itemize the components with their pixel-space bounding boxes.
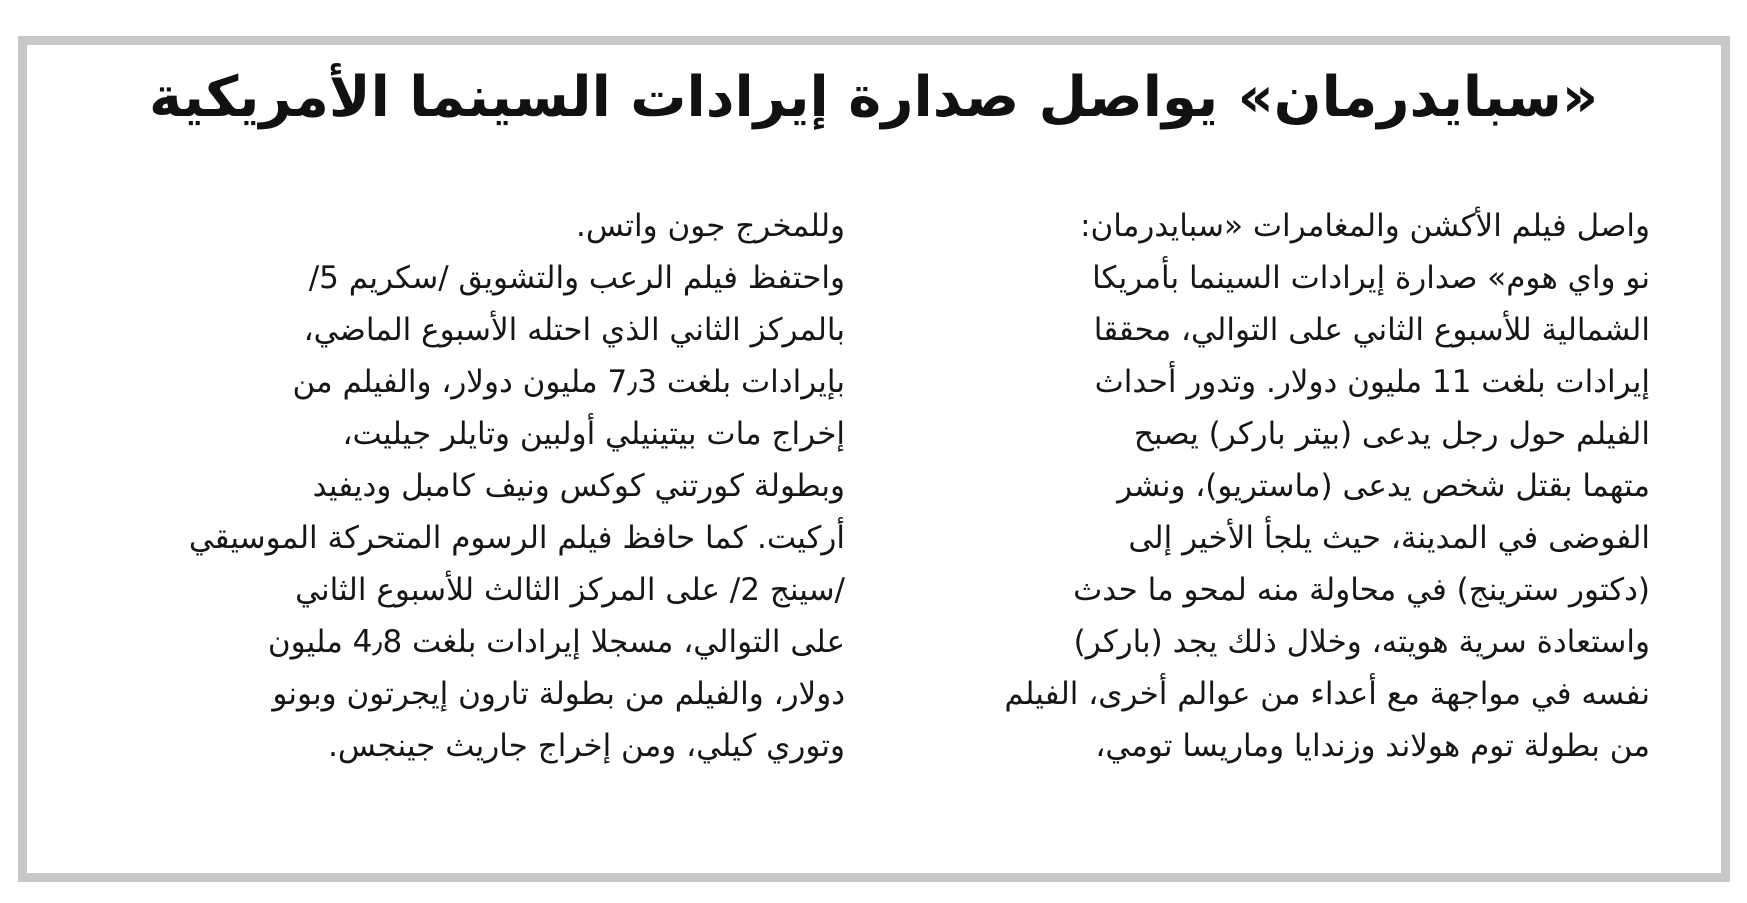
text-line: دولار، والفيلم من بطولة تارون إيجرتون وبونو xyxy=(272,676,845,712)
text-line: الفوضى في المدينة، حيث يلجأ الأخير إلى xyxy=(1128,520,1650,556)
text-line: على التوالي، مسجلا إيرادات بلغت 4٫8 مليون xyxy=(267,624,845,660)
text-line: واستعادة سرية هويته، وخلال ذلك يجد (باركر) xyxy=(1073,624,1650,660)
text-line: الشمالية للأسبوع الثاني على التوالي، محققا xyxy=(1093,312,1650,348)
text-line: /سينج 2/ على المركز الثالث للأسبوع الثاني xyxy=(295,572,845,608)
text-line: بالمركز الثاني الذي احتله الأسبوع الماضي، xyxy=(303,312,845,348)
text-line: الفيلم حول رجل يدعى (بيتر باركر) يصبح xyxy=(1133,416,1650,452)
article-column-right xyxy=(900,200,1650,772)
text-line: واصل فيلم الأكشن والمغامرات «سبايدرمان: xyxy=(1080,208,1650,244)
text-line: واحتفظ فيلم الرعب والتشويق /سكريم 5/ xyxy=(308,260,845,296)
text-line: إيرادات بلغت 11 مليون دولار. وتدور أحداث xyxy=(1094,364,1650,400)
article-headline: «سبايدرمان» يواصل صدارة إيرادات السينما الأمريكية xyxy=(148,65,1599,130)
text-line: متهما بقتل شخص يدعى (ماستريو)، ونشر xyxy=(1117,468,1650,504)
text-line: إخراج مات بيتينيلي أولبين وتايلر جيليت، xyxy=(342,416,845,452)
text-line: (دكتور سترينج) في محاولة منه لمحو ما حدث xyxy=(1073,572,1650,608)
text-line: نو واي هوم» صدارة إيرادات السينما بأمريكا xyxy=(1092,260,1650,296)
article-column-left xyxy=(85,200,845,772)
text-line: وبطولة كورتني كوكس ونيف كامبل وديفيد xyxy=(312,468,845,504)
text-line: من بطولة توم هولاند وزندايا وماريسا تومي، xyxy=(1095,728,1650,764)
text-line: بإيرادات بلغت 7٫3 مليون دولار، والفيلم من xyxy=(292,364,845,400)
text-line: نفسه في مواجهة مع أعداء من عوالم أخرى، الفيلم xyxy=(1004,676,1650,712)
text-line: وتوري كيلي، ومن إخراج جاريث جينجس. xyxy=(328,728,845,764)
text-line: وللمخرج جون واتس. xyxy=(576,208,845,244)
text-line: أركيت. كما حافظ فيلم الرسوم المتحركة الموسيقي xyxy=(188,520,845,556)
